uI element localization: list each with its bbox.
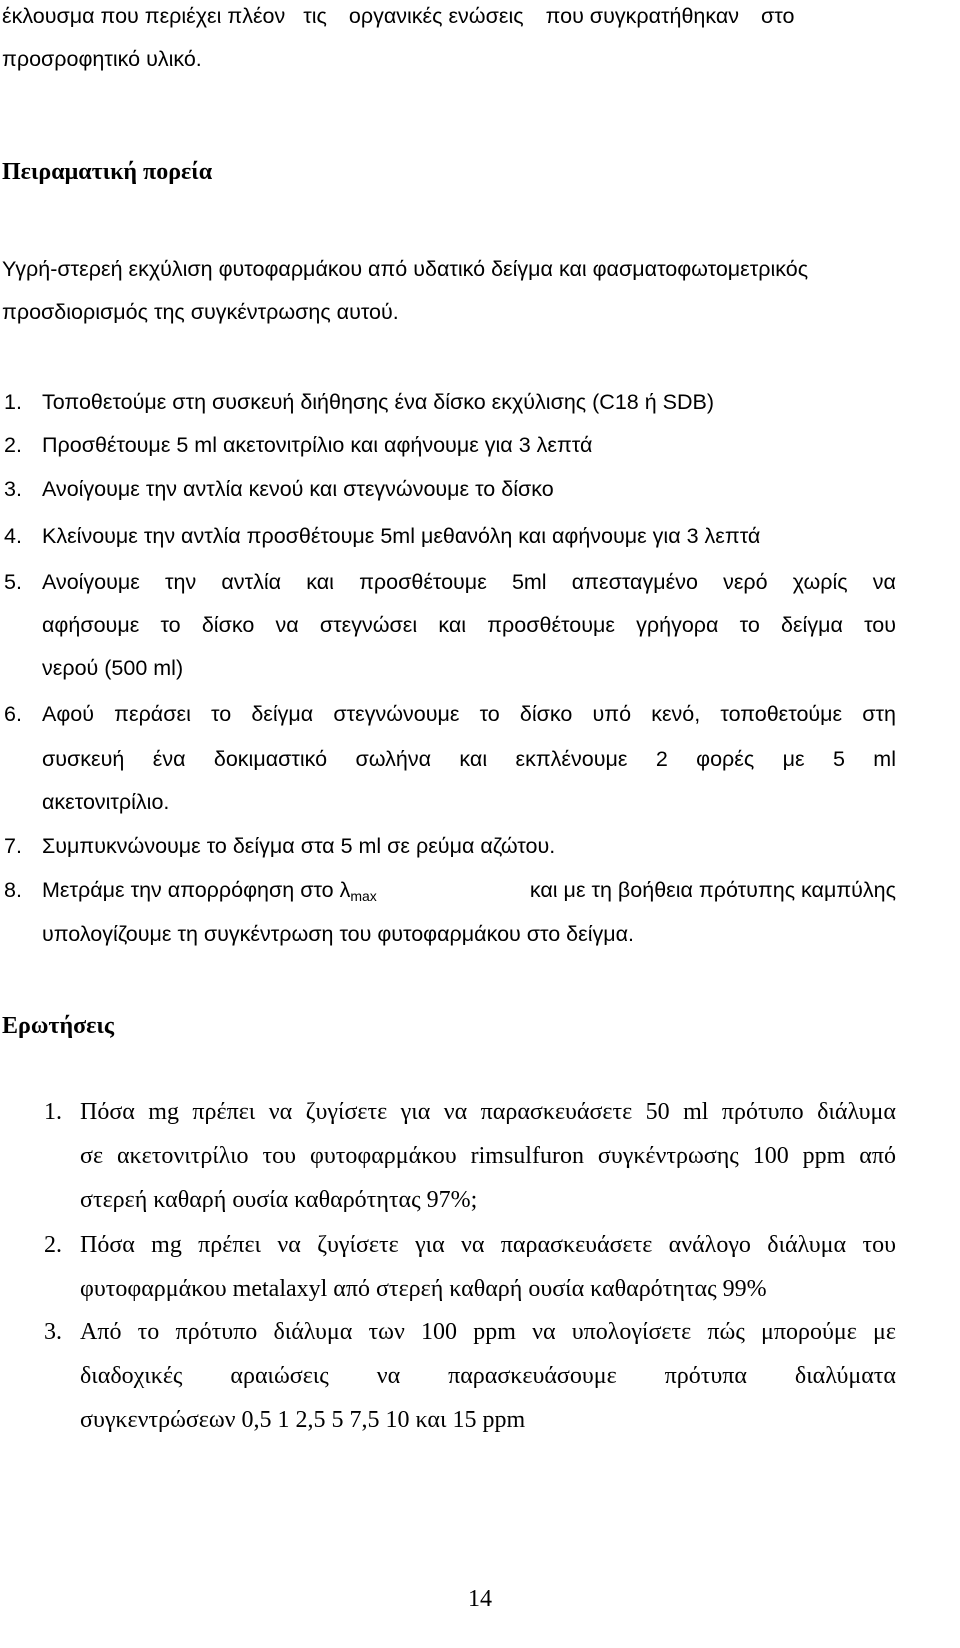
page-number: 14 <box>468 1586 492 1612</box>
step-text: Αφού περάσει το δείγμα στεγνώνουμε το δίσκο υπό κενό, τοποθετούμε στη <box>42 702 896 726</box>
step-text: Κλείνουμε την αντλία προσθέτουμε 5ml μεθανόλη και αφήνουμε για 3 λεπτά <box>42 524 761 548</box>
step-6-number: 6. <box>4 702 22 726</box>
step-1 <box>4 388 715 416</box>
step-8-number: 8. <box>4 878 22 902</box>
question-3-line-1 <box>80 1318 896 1346</box>
step-text: Ανοίγουμε την αντλία και προσθέτουμε 5ml απεσταγμένο νερό χωρίς να <box>42 570 896 594</box>
lambda-max-subscript: max <box>350 888 377 904</box>
question-1-line-2 <box>80 1142 896 1170</box>
question-text: διαδοχικές αραιώσεις να παρασκευάσουμε πρότυπα διαλύματα <box>80 1363 896 1389</box>
step-8-line-2: υπολογίζουμε τη συγκέντρωση του φυτοφαρμάκου στο δείγμα. <box>42 922 635 946</box>
step-text: Ανοίγουμε την αντλία κενού και στεγνώνουμε το δίσκο <box>42 477 554 501</box>
question-1-line-3: στερεή καθαρή ουσία καθαρότητας 97%; <box>80 1187 478 1213</box>
question-2-line-1 <box>80 1231 896 1259</box>
question-3-number: 3. <box>44 1319 62 1345</box>
step-4 <box>4 522 761 550</box>
question-2-line-2: φυτοφαρμάκου metalaxyl από στερεή καθαρή ουσία καθαρότητας 99% <box>80 1276 767 1302</box>
step-number: 4. <box>4 524 22 548</box>
question-2-number: 2. <box>44 1232 62 1258</box>
step-number: 7. <box>4 834 22 858</box>
step-8-after: και με τη βοήθεια πρότυπης καμπύλης <box>529 878 896 902</box>
intro-line-1 <box>2 2 794 30</box>
step-text: Συμπυκνώνουμε το δείγμα στα 5 ml σε ρεύμα αζώτου. <box>42 834 556 858</box>
intro-segment: οργανικές ενώσεις <box>348 4 524 28</box>
intro-segment: στο <box>761 4 795 28</box>
step-6-line-2 <box>42 745 896 773</box>
step-7 <box>4 832 556 860</box>
intro-segment: έκλουσμα που περιέχει πλέον <box>2 4 286 28</box>
step-3 <box>4 475 554 503</box>
question-1-number: 1. <box>44 1099 62 1125</box>
question-text: Πόσα mg πρέπει να ζυγίσετε για να παρασκευάσετε ανάλογο διάλυμα του <box>80 1232 896 1258</box>
step-number: 3. <box>4 477 22 501</box>
step-text: αφήσουμε το δίσκο να στεγνώσει και προσθέτουμε γρήγορα το δείγμα του <box>42 613 896 637</box>
question-3-line-3: συγκεντρώσεων 0,5 1 2,5 5 7,5 10 και 15 ppm <box>80 1407 526 1433</box>
questions-heading: Ερωτήσεις <box>2 1013 114 1039</box>
question-1-line-1 <box>80 1098 896 1126</box>
step-6-line-3: ακετονιτρίλιο. <box>42 790 170 814</box>
step-2 <box>4 431 593 459</box>
procedure-title-line-2: προσδιορισμός της συγκέντρωσης αυτού. <box>2 300 399 324</box>
question-text: Από το πρότυπο διάλυμα των 100 ppm να υπολογίσετε πώς μπορούμε με <box>80 1319 896 1345</box>
procedure-title-line-1: Υγρή-στερεή εκχύλιση φυτοφαρμάκου από υδατικό δείγμα και φασματοφωτομετρικός <box>2 257 809 281</box>
step-5-number: 5. <box>4 570 22 594</box>
step-text: Προσθέτουμε 5 ml ακετονιτρίλιο και αφήνουμε για 3 λεπτά <box>42 433 593 457</box>
question-3-line-2 <box>80 1362 896 1390</box>
intro-segment: τις <box>303 4 327 28</box>
intro-segment: που συγκρατήθηκαν <box>545 4 740 28</box>
step-5-line-1 <box>42 568 896 596</box>
step-number: 2. <box>4 433 22 457</box>
step-text: Τοποθετούμε στη συσκευή διήθησης ένα δίσκο εκχύλισης (C18 ή SDB) <box>42 390 715 414</box>
step-5-line-2 <box>42 611 896 639</box>
procedure-heading: Πειραματική πορεία <box>2 159 213 185</box>
step-text: συσκευή ένα δοκιμαστικό σωλήνα και εκπλένουμε 2 φορές με 5 ml <box>42 747 896 771</box>
question-text: σε ακετονιτρίλιο του φυτοφαρμάκου rimsulfuron συγκέντρωσης 100 ppm από <box>80 1143 896 1169</box>
step-8-line-1 <box>42 876 896 904</box>
step-number: 1. <box>4 390 22 414</box>
step-8-measure: Μετράμε την απορρόφηση στο $\lambda_{max}$ <box>42 878 377 904</box>
step-6-line-1 <box>42 700 896 728</box>
intro-line-2: προσροφητικό υλικό. <box>2 47 202 71</box>
step-5-line-3: νερού (500 ml) <box>42 656 184 680</box>
question-text: Πόσα mg πρέπει να ζυγίσετε για να παρασκευάσετε 50 ml πρότυπο διάλυμα <box>80 1099 896 1125</box>
